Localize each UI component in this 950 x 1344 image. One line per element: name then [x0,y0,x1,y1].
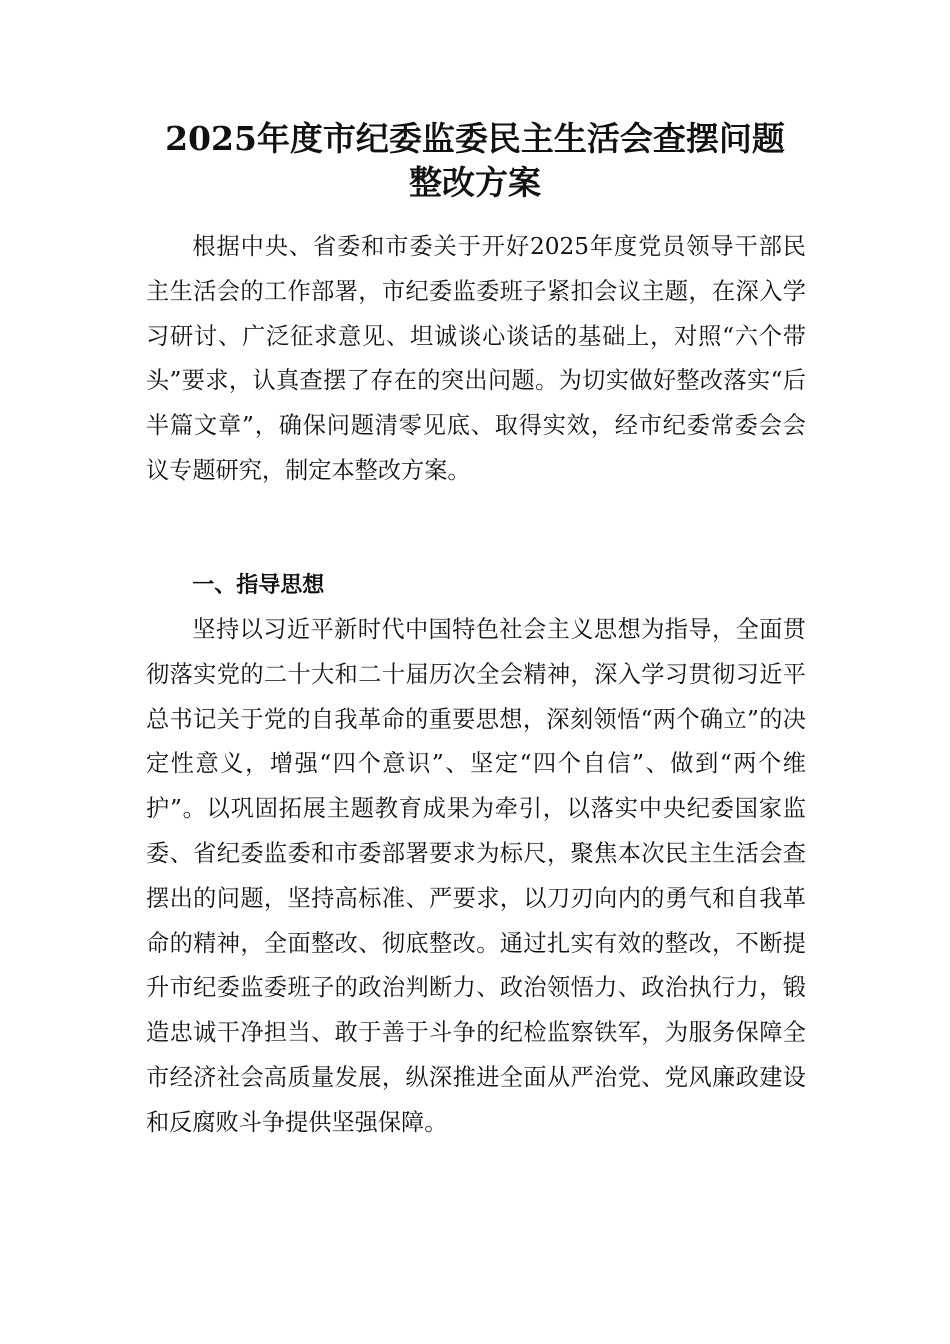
guiding-thought-paragraph: 坚持以习近平新时代中国特色社会主义思想为指导，全面贯彻落实党的二十大和二十届历次全会精神，深入学习贯彻习近平总书记关于党的自我革命的重要思想，深刻领悟“两个确立”的决定性意义，增强“四个意识”、坚定“四个自信”、做到“两个维护”。以巩固拓展主题教育成果为牵引，以落实中央纪委国家监委、省纪委监委和市委部署要求为标尺，聚焦本次民主生活会查摆出的问题，坚持高标准、严要求，以刀刃向内的勇气和自我革命的精神，全面整改、彻底整改。通过扎实有效的整改，不断提升市纪委监委班子的政治判断力、政治领悟力、政治执行力，锻造忠诚干净担当、敢于善于斗争的纪检监察铁军，为服务保障全市经济社会高质量发展，纵深推进全面从严治党、党风廉政建设和反腐败斗争提供坚强保障。 [146,616,806,1136]
document-title-line-2: 整改方案 [409,163,541,202]
section-heading-guiding-thought: 一、指导思想 [192,573,325,598]
document-title-line-1: 2025年度市纪委监委民主生活会查摆问题 [165,119,785,158]
intro-paragraph: 根据中央、省委和市委关于开好2025年度党员领导干部民主生活会的工作部署，市纪委监委班子紧扣会议主题，在深入学习研讨、广泛征求意见、坦诚谈心谈话的基础上，对照“六个带头”要求，认真查摆了存在的突出问题。为切实做好整改落实“后半篇文章”，确保问题清零见底、取得实效，经市纪委常委会会议专题研究，制定本整改方案。 [146,233,806,484]
